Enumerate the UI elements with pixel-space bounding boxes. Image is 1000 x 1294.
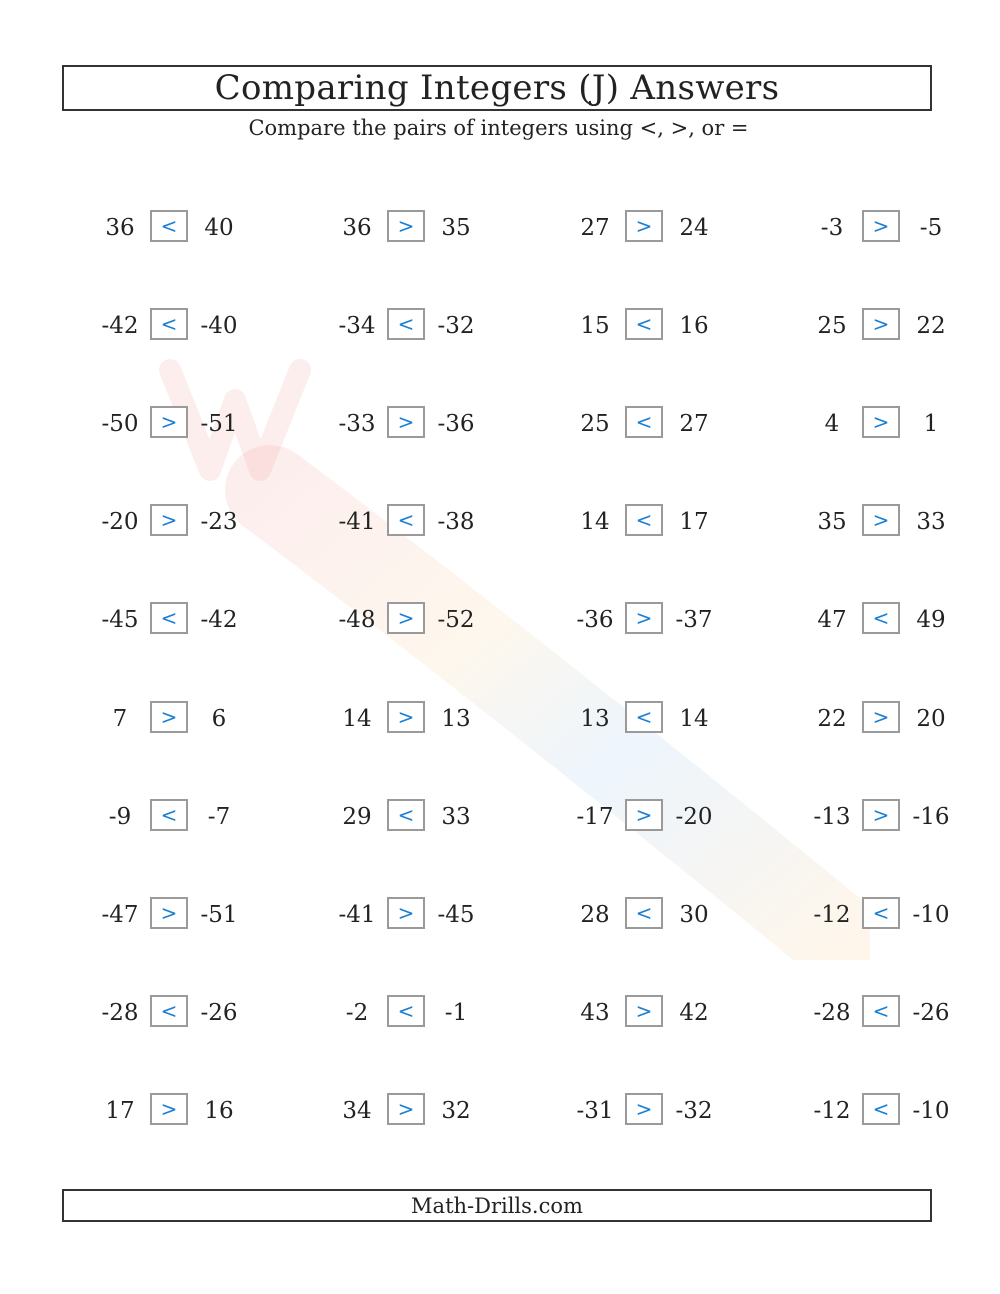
right-integer: 13 (441, 705, 471, 732)
comparison-problem (824, 404, 1000, 444)
answer-box[interactable]: < (862, 995, 900, 1027)
right-integer: -45 (437, 901, 475, 928)
right-integer: 33 (916, 509, 946, 536)
answer-box[interactable]: < (150, 602, 188, 634)
answer-box[interactable]: > (150, 701, 188, 733)
comparison-problem (101, 895, 300, 935)
page-title: Comparing Integers (J) Answers (62, 65, 932, 111)
answer-box[interactable]: > (862, 308, 900, 340)
right-integer: 40 (204, 215, 234, 241)
answer-box[interactable]: > (150, 897, 188, 929)
right-integer: -36 (437, 411, 475, 438)
right-integer: 32 (441, 1097, 471, 1124)
answer-box[interactable]: > (387, 701, 425, 733)
right-integer: 6 (211, 705, 227, 732)
right-integer: 22 (916, 313, 946, 340)
comparison-problem (813, 797, 1000, 837)
answer-box[interactable]: < (150, 799, 188, 831)
comparison-problem (576, 1091, 775, 1131)
comparison-problem (342, 1091, 537, 1131)
left-integer: 14 (580, 509, 610, 536)
answer-box[interactable]: > (387, 406, 425, 438)
right-integer: -5 (919, 215, 943, 241)
right-integer: 33 (441, 803, 471, 830)
right-integer: 17 (679, 509, 709, 536)
answer-box[interactable]: < (625, 504, 663, 536)
right-integer: -40 (200, 313, 238, 340)
answer-box[interactable]: > (862, 701, 900, 733)
left-integer: 36 (342, 215, 372, 241)
comparison-problem (813, 993, 1000, 1033)
left-integer: 36 (105, 215, 135, 241)
comparison-problem (817, 699, 1000, 739)
right-integer: -7 (207, 803, 231, 830)
left-integer: 35 (817, 509, 847, 536)
left-integer: -36 (576, 607, 614, 634)
right-integer: -51 (200, 901, 238, 928)
answer-box[interactable]: < (862, 602, 900, 634)
answer-box[interactable]: > (150, 406, 188, 438)
left-integer: 43 (580, 999, 610, 1026)
answer-box[interactable]: < (387, 308, 425, 340)
comparison-problem (338, 306, 537, 346)
right-integer: -51 (200, 411, 238, 438)
left-integer: 4 (824, 411, 840, 438)
left-integer: -50 (101, 411, 139, 438)
left-integer: 22 (817, 705, 847, 732)
left-integer: 25 (580, 411, 610, 438)
right-integer: -20 (675, 803, 713, 830)
comparison-problem (580, 502, 775, 542)
answer-box[interactable]: > (150, 1093, 188, 1125)
left-integer: -34 (338, 313, 376, 340)
left-integer: -42 (101, 313, 139, 340)
left-integer: -47 (101, 901, 139, 928)
left-integer: -9 (108, 803, 132, 830)
left-integer: -41 (338, 509, 376, 536)
right-integer: 14 (679, 705, 709, 732)
comparison-problem (580, 208, 775, 248)
left-integer: -3 (820, 215, 844, 241)
left-integer: -12 (813, 901, 851, 928)
answer-box[interactable]: > (625, 995, 663, 1027)
answer-box[interactable]: > (862, 504, 900, 536)
left-integer: -17 (576, 803, 614, 830)
right-integer: -32 (675, 1097, 713, 1124)
right-integer: -16 (912, 803, 950, 830)
right-integer: 30 (679, 901, 709, 928)
comparison-problem (112, 699, 300, 739)
right-integer: -23 (200, 509, 238, 536)
answer-box[interactable]: > (387, 210, 425, 242)
right-integer: -26 (200, 999, 238, 1026)
answer-box[interactable]: < (150, 308, 188, 340)
left-integer: -45 (101, 607, 139, 634)
comparison-problem (101, 993, 300, 1033)
right-integer: 24 (679, 215, 709, 241)
left-integer: 15 (580, 313, 610, 340)
comparison-problem (813, 895, 1000, 935)
comparison-problem (817, 600, 1000, 640)
comparison-problem (101, 600, 300, 640)
comparison-problem (580, 404, 775, 444)
right-integer: 49 (916, 607, 946, 634)
right-integer: -1 (444, 999, 468, 1026)
left-integer: 29 (342, 803, 372, 830)
answer-box[interactable]: > (387, 602, 425, 634)
answer-box[interactable]: < (625, 308, 663, 340)
right-integer: -52 (437, 607, 475, 634)
right-integer: -26 (912, 999, 950, 1026)
left-integer: -28 (101, 999, 139, 1026)
right-integer: -37 (675, 607, 713, 634)
comparison-problem (576, 600, 775, 640)
comparison-problem (345, 993, 537, 1033)
comparison-problem (817, 306, 1000, 346)
footer-site: Math-Drills.com (62, 1189, 932, 1222)
right-integer: -42 (200, 607, 238, 634)
answer-box[interactable]: < (625, 701, 663, 733)
comparison-problem (338, 502, 537, 542)
left-integer: -28 (813, 999, 851, 1026)
answer-box[interactable]: < (150, 210, 188, 242)
right-integer: 20 (916, 705, 946, 732)
comparison-problem (576, 797, 775, 837)
answer-box[interactable]: > (625, 210, 663, 242)
comparison-problem (338, 895, 537, 935)
comparison-problem (820, 208, 1000, 248)
left-integer: -41 (338, 901, 376, 928)
answer-box[interactable]: > (625, 799, 663, 831)
left-integer: 27 (580, 215, 610, 241)
comparison-problem (108, 797, 300, 837)
answer-box[interactable]: > (625, 602, 663, 634)
answer-box[interactable]: < (387, 504, 425, 536)
comparison-problem (580, 699, 775, 739)
right-integer: 27 (679, 411, 709, 438)
answer-box[interactable]: < (625, 897, 663, 929)
comparison-problem (338, 600, 537, 640)
right-integer: 16 (679, 313, 709, 340)
left-integer: 7 (112, 705, 128, 732)
comparison-problem (580, 895, 775, 935)
comparison-problem (342, 797, 537, 837)
right-integer: 16 (204, 1097, 234, 1124)
left-integer: 28 (580, 901, 610, 928)
answer-box[interactable]: < (625, 406, 663, 438)
answer-box[interactable]: > (387, 1093, 425, 1125)
left-integer: -2 (345, 999, 369, 1026)
comparison-problem (580, 993, 775, 1033)
comparison-problem (342, 699, 537, 739)
left-integer: 17 (105, 1097, 135, 1124)
left-integer: 13 (580, 705, 610, 732)
comparison-problem (105, 1091, 300, 1131)
comparison-problem (101, 306, 300, 346)
answer-box[interactable]: < (387, 799, 425, 831)
left-integer: 14 (342, 705, 372, 732)
left-integer: -13 (813, 803, 851, 830)
answer-box[interactable]: > (625, 1093, 663, 1125)
comparison-problem (101, 502, 300, 542)
answer-box[interactable]: > (862, 406, 900, 438)
right-integer: -10 (912, 1097, 950, 1124)
comparison-problem (342, 208, 537, 248)
left-integer: 25 (817, 313, 847, 340)
answer-box[interactable]: < (387, 995, 425, 1027)
left-integer: 47 (817, 607, 847, 634)
comparison-problem (817, 502, 1000, 542)
right-integer: 42 (679, 999, 709, 1026)
comparison-problem (101, 404, 300, 444)
left-integer: -20 (101, 509, 139, 536)
left-integer: -31 (576, 1097, 614, 1124)
comparison-problem (105, 208, 300, 248)
right-integer: -10 (912, 901, 950, 928)
instructions: Compare the pairs of integers using <, >, or = (248, 116, 749, 140)
right-integer: -38 (437, 509, 475, 536)
left-integer: -48 (338, 607, 376, 634)
answer-box[interactable]: > (387, 897, 425, 929)
left-integer: 34 (342, 1097, 372, 1124)
answer-box[interactable]: < (862, 897, 900, 929)
answer-box[interactable]: < (150, 995, 188, 1027)
left-integer: -12 (813, 1097, 851, 1124)
comparison-problem (338, 404, 537, 444)
comparison-problem (813, 1091, 1000, 1131)
answer-box[interactable]: > (150, 504, 188, 536)
answer-box[interactable]: < (862, 1093, 900, 1125)
comparison-problem (580, 306, 775, 346)
right-integer: -32 (437, 313, 475, 340)
right-integer: 1 (923, 411, 939, 438)
answer-box[interactable]: > (862, 799, 900, 831)
right-integer: 35 (441, 215, 471, 241)
left-integer: -33 (338, 411, 376, 438)
answer-box[interactable]: > (862, 210, 900, 242)
